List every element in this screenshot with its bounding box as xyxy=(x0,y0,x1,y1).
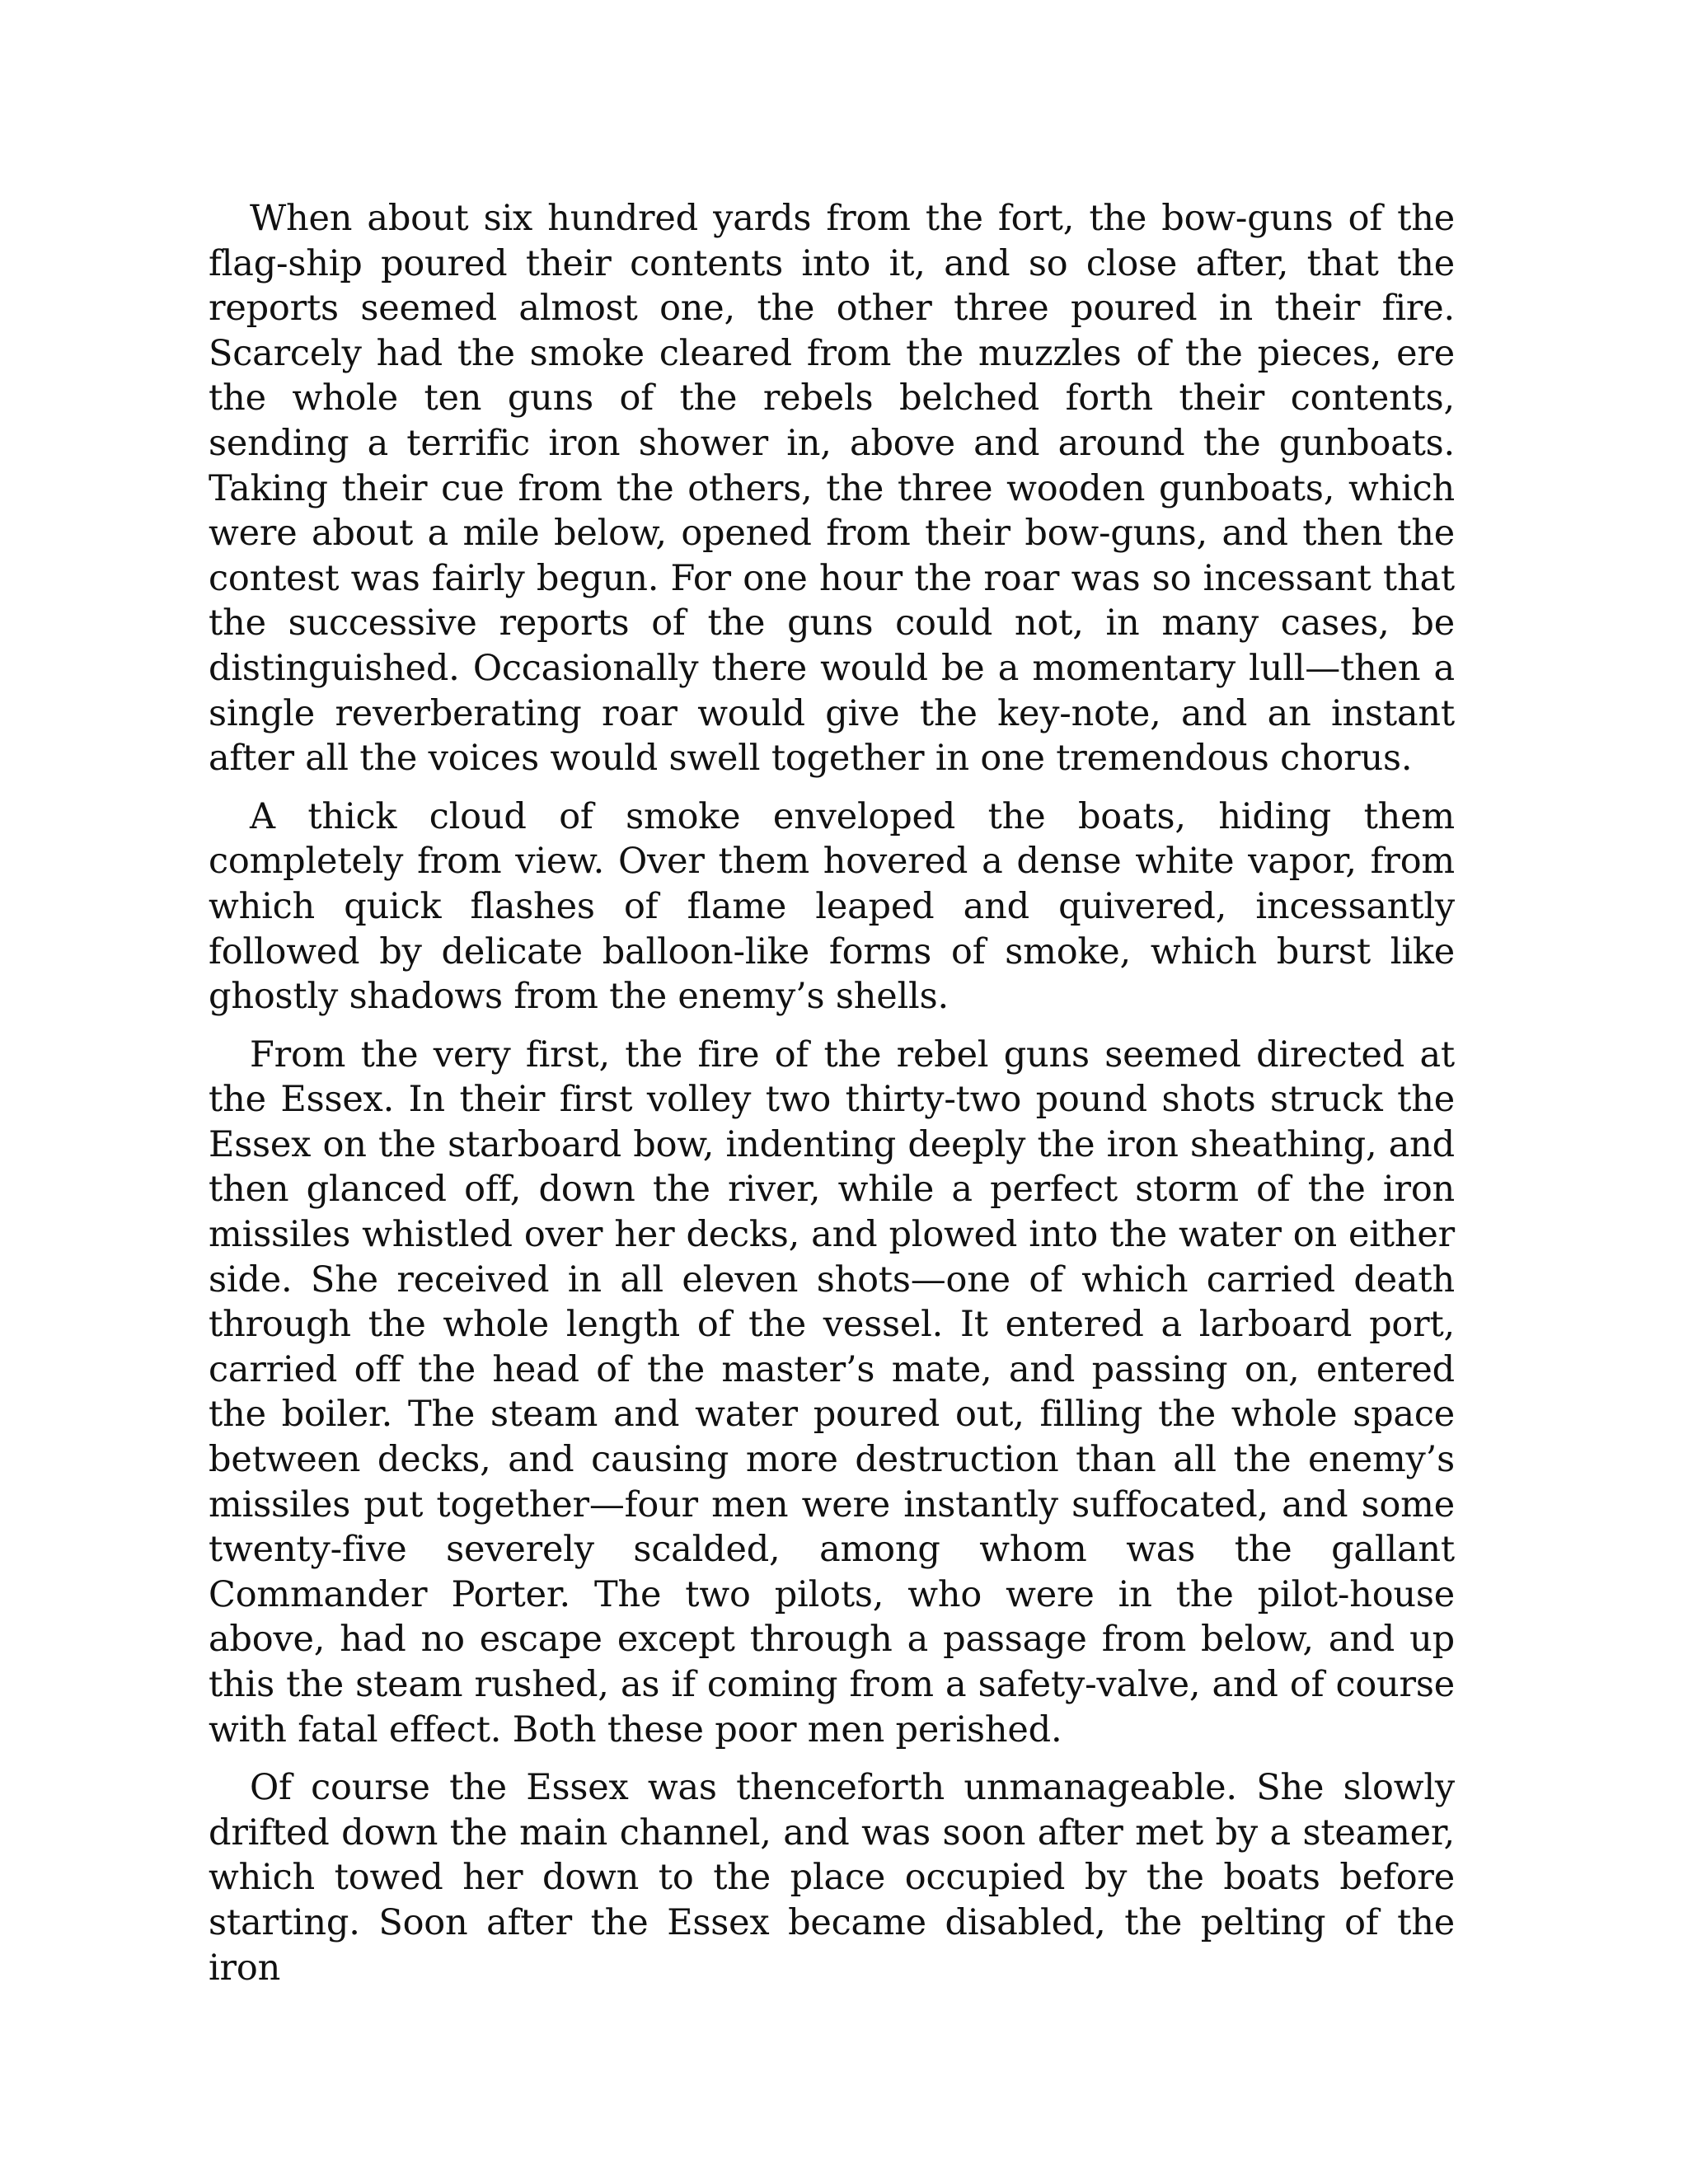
paragraph-2: A thick cloud of smoke enveloped the boats, hiding them completely from view. Over them hovered a dense white vapor, from which quick flashes of flame leaped and quivered, incessantly followed by delicate balloon-like forms of smoke, which burst like ghostly shadows from the enemy’s shells. xyxy=(209,795,1455,1018)
paragraph-4: Of course the Essex was thenceforth unmanageable. She slowly drifted down the main channel, and was soon after met by a steamer, which towed her down to the place occupied by the boats before starting. Soon after the Essex became disabled, the pelting of the iron xyxy=(209,1767,1455,1989)
paragraph-3: From the very first, the fire of the rebel guns seemed directed at the Essex. In their first volley two thirty-two pound shots struck the Essex on the starboard bow, indenting deeply the iron sheathing, and then glanced off, down the river, while a perfect storm of the iron missiles whistled over her decks, and plowed into the water on either side. She received in all eleven shots—one of which carried death through the whole length of the vessel. It entered a larboard port, carried off the head of the master’s mate, and passing on, entered the boiler. The steam and water poured out, filling the whole space between decks, and causing more destruction than all the enemy’s missiles put together—four men were instantly suffocated, and some twenty-five severely scalded, among whom was the gallant Commander Porter. The two pilots, who were in the pilot-house above, had no escape except through a passage from below, and up this the steam rushed, as if coming from a safety-valve, and of course with fatal effect. Both these poor men perished. xyxy=(209,1033,1455,1750)
paragraph-1: When about six hundred yards from the fort, the bow-guns of the flag-ship poured their contents into it, and so close after, that the reports seemed almost one, the other three poured in their fire. Scarcely had the smoke cleared from the muzzles of the pieces, ere the whole ten guns of the rebels belched forth their contents, sending a terrific iron shower in, above and around the gunboats. Taking their cue from the others, the three wooden gunboats, which were about a mile below, opened from their bow-guns, and then the contest was fairly begun. For one hour the roar was so incessant that the successive reports of the guns could not, in many cases, be distinguished. Occasionally there would be a momentary lull—then a single reverberating roar would give the key-note, and an instant after all the voices would swell together in one tremendous chorus. xyxy=(209,198,1455,780)
page-body xyxy=(209,196,1455,2004)
